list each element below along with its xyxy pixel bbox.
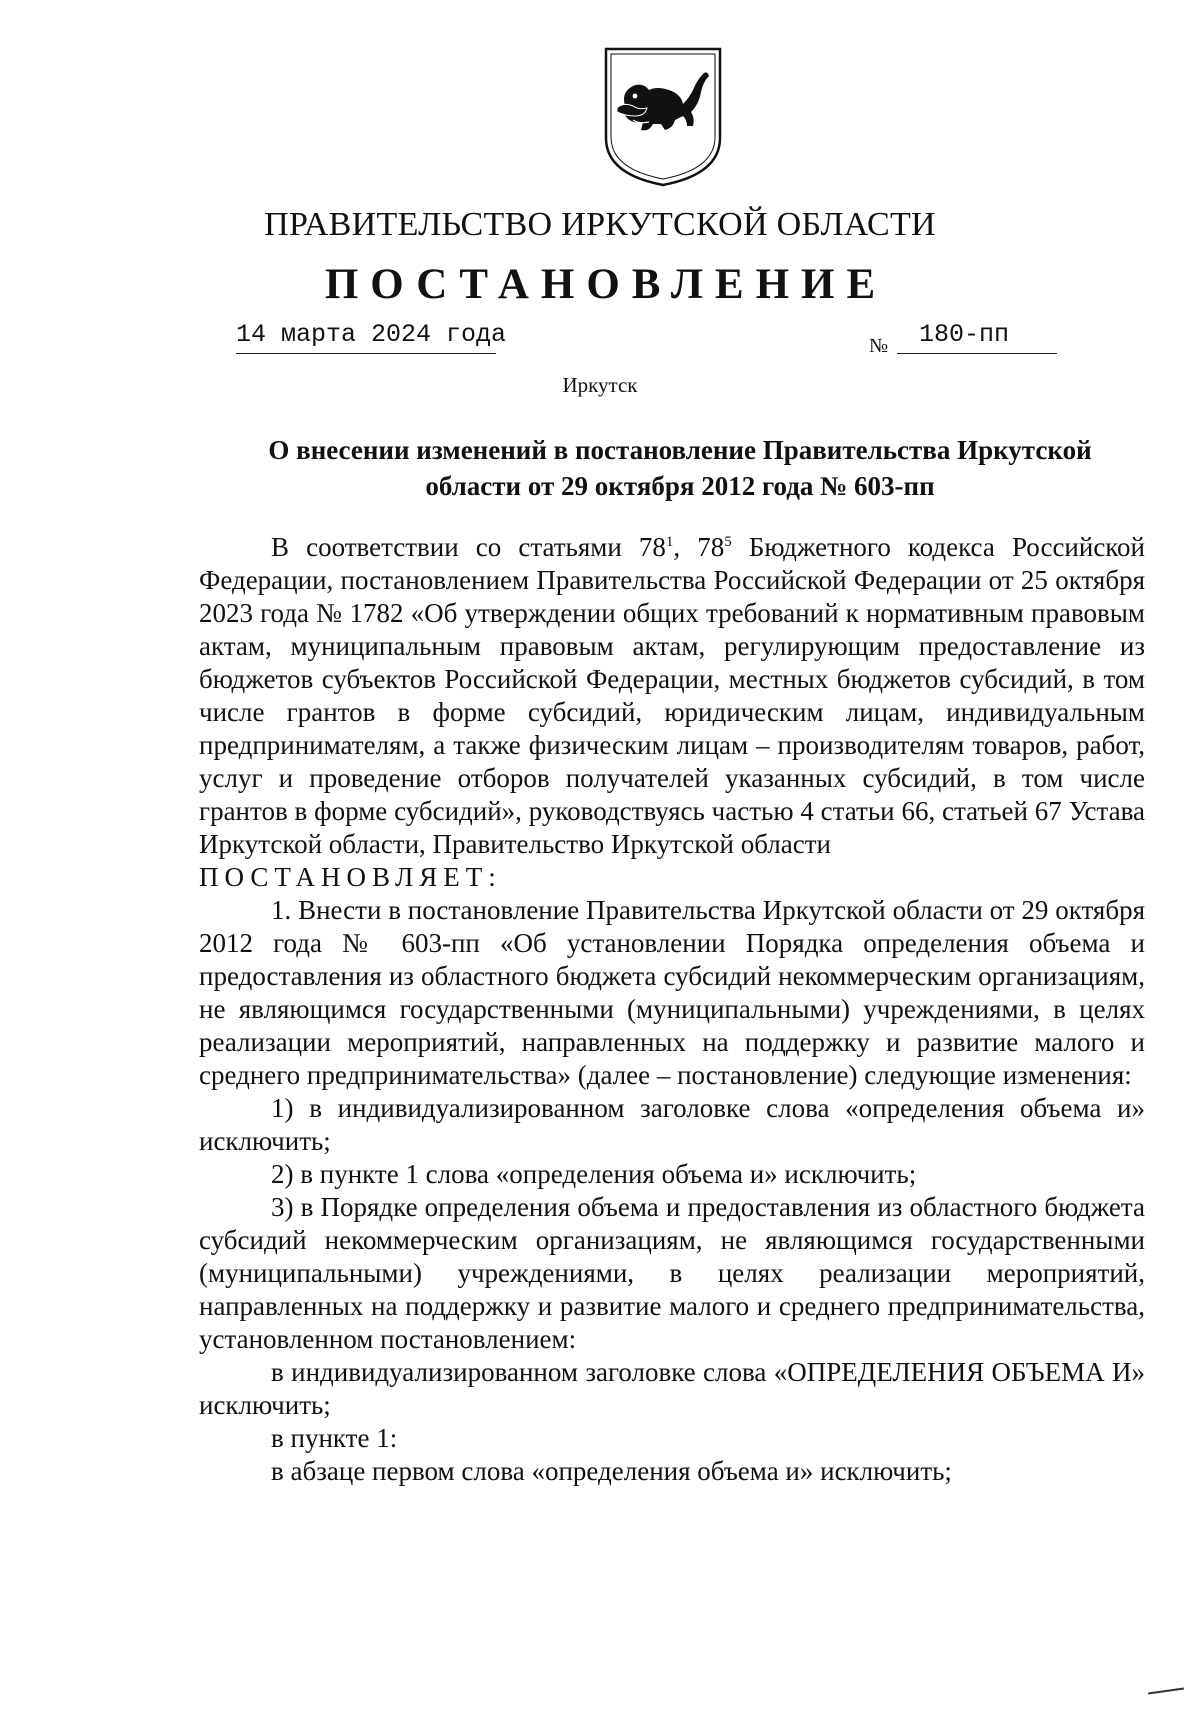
- sub-item-3b-paragraph: в пункте 1:: [271, 1423, 398, 1453]
- document-number: 180-пп: [897, 320, 1057, 354]
- title-line-2: области от 29 октября 2012 года № 603-пп: [425, 471, 935, 501]
- sub-item-2-paragraph: 2) в пункте 1 слова «определения объема и» исключить;: [271, 1159, 917, 1189]
- preamble-rest: Бюджетного кодекса Российской Федерации, постановлением Правительства Российской Федерации от 25 октября 2023 года № 1782 «Об утверждении общих требований к нормативным правовым актам, муниципальным правовым актам, регулирующим предоставление из бюджетов субъектов Российской Федерации, местных бюджетов субсидий, в том числе грантов в форме субсидий, юридическим лицам, индивидуальным предпринимателям, а также физическим лицам – производителям товаров, работ, услуг и проведение отборов получателей указанных субсидий, в том числе грантов в форме субсидий», руководствуясь частью 4 статьи 66, статьей 67 Устава Иркутской области, Правительство Иркутской области: [199, 532, 1145, 859]
- preamble-paragraph: [199, 526, 1145, 861]
- city: Иркутск: [562, 373, 638, 397]
- resolves-heading: ПОСТАНОВЛЯЕТ:: [199, 862, 502, 892]
- preamble-sup-2: 5: [724, 534, 732, 550]
- document-title: [230, 432, 1130, 504]
- page-edge-mark: [1148, 1688, 1184, 1695]
- title-line-1: О внесении изменений в постановление Правительства Иркутской: [268, 435, 1092, 465]
- preamble-start: В соответствии со статьями 78: [271, 532, 666, 562]
- preamble-mid: , 78: [673, 532, 725, 562]
- document-body: [199, 526, 1145, 1488]
- government-name: ПРАВИТЕЛЬСТВО ИРКУТСКОЙ ОБЛАСТИ: [264, 206, 936, 243]
- sub-item-1-paragraph: 1) в индивидуализированном заголовке слова «определения объема и» исключить;: [199, 1093, 1145, 1156]
- number-sign: №: [869, 335, 889, 357]
- preamble-sup-1: 1: [665, 534, 674, 550]
- sub-item-3a-paragraph: в индивидуализированном заголовке слова «ОПРЕДЕЛЕНИЯ ОБЪЕМА И» исключить;: [199, 1357, 1145, 1420]
- document-type: ПОСТАНОВЛЕНИЕ: [324, 261, 888, 308]
- sub-item-3-paragraph: 3) в Порядке определения объема и предоставления из областного бюджета субсидий некоммерческим организациям, не являющимся государственными (муниципальными) учреждениями, в целях реализации мероприятий, направленных на поддержку и развитие малого и среднего предпринимательства, установленном постановлением:: [199, 1192, 1145, 1354]
- sub-item-3c-paragraph: в абзаце первом слова «определения объема и» исключить;: [271, 1456, 952, 1486]
- document-date: 14 марта 2024 года: [236, 320, 496, 354]
- irkutsk-coat-of-arms-icon: [603, 46, 723, 188]
- item-1-paragraph: 1. Внести в постановление Правительства Иркутской области от 29 октября 2012 года № 603-пп «Об установлении Порядка определения объема и предоставления из областного бюджета субсидий некоммерческим организациям, не являющимся государственными (муниципальными) учреждениями, в целях реализации мероприятий, направленных на поддержку и развитие малого и среднего предпринимательства» (далее – постановление) следующие изменения:: [199, 895, 1145, 1090]
